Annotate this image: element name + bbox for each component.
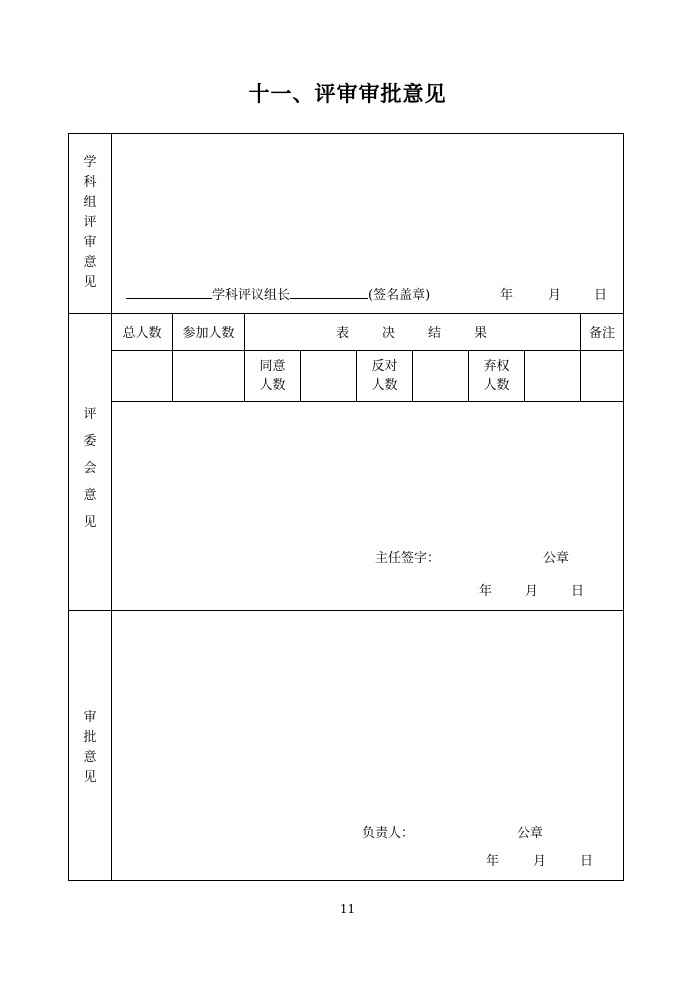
section3-day: 日 xyxy=(580,854,594,869)
section3-label: 审批意见 xyxy=(83,710,97,785)
blank-line[interactable] xyxy=(290,284,368,299)
director-sign-label: 主任签字： xyxy=(375,551,441,566)
section3-year: 年 xyxy=(486,854,500,869)
section1-year: 年 xyxy=(500,288,514,303)
section1-month: 月 xyxy=(548,288,562,303)
section2-year: 年 xyxy=(479,584,493,599)
sign-note: (签名盖章) xyxy=(368,288,431,303)
header-result-char-4: 果 xyxy=(474,326,488,341)
agree-label: 同意 人数 xyxy=(259,359,286,393)
page-title: 十一、评审审批意见 xyxy=(248,81,447,106)
cell-total-value[interactable] xyxy=(111,350,173,402)
header-result-char-1: 表 xyxy=(336,326,350,341)
section2-content-cell[interactable] xyxy=(111,401,624,611)
section2-day: 日 xyxy=(571,584,585,599)
section3-month: 月 xyxy=(533,854,547,869)
section2-seal: 公章 xyxy=(543,551,570,566)
oppose-label: 反对 人数 xyxy=(371,359,398,393)
header-result-char-2: 决 xyxy=(382,326,396,341)
header-total-label: 总人数 xyxy=(122,326,162,341)
header-participants-label: 参加人数 xyxy=(182,326,235,341)
header-result-char-3: 结 xyxy=(428,326,442,341)
header-remarks-label: 备注 xyxy=(588,326,615,341)
cell-remarks-value[interactable] xyxy=(580,350,624,402)
cell-abstain-value[interactable] xyxy=(524,350,581,402)
cell-oppose-value[interactable] xyxy=(412,350,469,402)
section1-day: 日 xyxy=(594,288,608,303)
responsible-label: 负责人： xyxy=(362,826,415,841)
abstain-label: 弃权 人数 xyxy=(483,359,510,393)
page-number: 11 xyxy=(339,902,356,916)
section1-label: 学科组评审意见 xyxy=(83,155,97,290)
section2-label: 评委会意见 xyxy=(83,407,97,530)
header-result xyxy=(244,313,581,351)
leader-label: 学科评议组长 xyxy=(212,288,291,303)
cell-agree-value[interactable] xyxy=(300,350,357,402)
section1-sign-line xyxy=(126,284,430,303)
cell-participants-value[interactable] xyxy=(172,350,245,402)
section2-month: 月 xyxy=(525,584,539,599)
blank-line[interactable] xyxy=(126,284,212,299)
section3-seal: 公章 xyxy=(517,826,544,841)
